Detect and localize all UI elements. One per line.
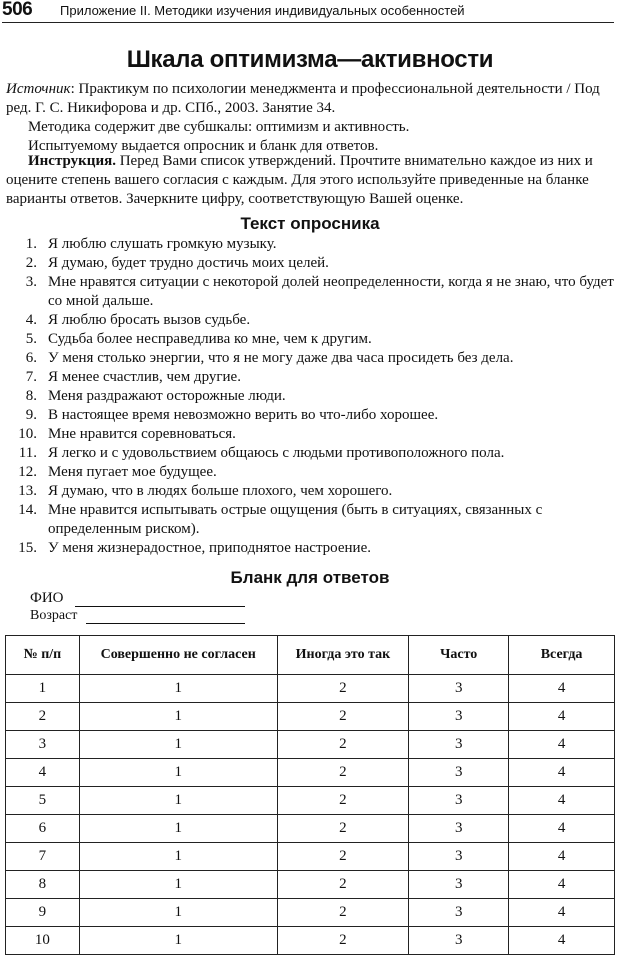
list-item (6, 311, 616, 330)
answer-option-cell[interactable]: 1 (79, 787, 277, 815)
answer-form-heading: Бланк для ответов (230, 568, 390, 587)
answer-option-cell[interactable]: 1 (79, 675, 277, 703)
column-header-often: Часто (409, 636, 509, 675)
answer-option-cell[interactable]: 3 (409, 675, 509, 703)
row-number-cell: 5 (6, 787, 80, 815)
description-paragraph: Испытуемому выдается опросник и бланк для ответов. (28, 138, 379, 154)
row-number-cell: 1 (6, 675, 80, 703)
table-row (6, 871, 615, 899)
item-text: Я легко и с удовольствием общаюсь с людьми противоположного пола. (48, 445, 505, 461)
answer-option-cell[interactable]: 1 (79, 759, 277, 787)
list-item (6, 349, 616, 368)
item-text: Судьба более несправедлива ко мне, чем к другим. (48, 331, 372, 347)
source-paragraph (6, 80, 614, 118)
answer-option-cell[interactable]: 2 (277, 703, 409, 731)
answer-option-cell[interactable]: 4 (509, 871, 615, 899)
answer-option-cell[interactable]: 4 (509, 731, 615, 759)
item-text: В настоящее время невозможно верить во что-либо хорошее. (48, 407, 439, 423)
table-row (6, 787, 615, 815)
row-number-cell: 7 (6, 843, 80, 871)
answer-option-cell[interactable]: 3 (409, 787, 509, 815)
item-number: 12. (18, 464, 37, 480)
page-title: Шкала оптимизма—активности (126, 46, 494, 73)
table-row (6, 759, 615, 787)
questionnaire-list (6, 235, 616, 558)
column-header-disagree: Совершенно не согласен (79, 636, 277, 675)
list-item (6, 444, 616, 463)
answer-option-cell[interactable]: 3 (409, 815, 509, 843)
row-number-cell: 10 (6, 927, 80, 955)
source-label: Источник (6, 81, 71, 97)
list-item (6, 330, 616, 349)
answer-option-cell[interactable]: 3 (409, 759, 509, 787)
questionnaire-heading: Текст опросника (240, 214, 380, 233)
row-number-cell: 9 (6, 899, 80, 927)
fio-field[interactable] (75, 606, 245, 607)
item-number: 9. (25, 407, 37, 423)
item-text: Я менее счастлив, чем другие. (48, 369, 241, 385)
answer-option-cell[interactable]: 4 (509, 703, 615, 731)
list-item (6, 406, 616, 425)
answer-option-cell[interactable]: 2 (277, 843, 409, 871)
answer-option-cell[interactable]: 1 (79, 927, 277, 955)
item-text: Я люблю бросать вызов судьбе. (48, 312, 251, 328)
table-row (6, 815, 615, 843)
row-number-cell: 3 (6, 731, 80, 759)
answer-option-cell[interactable]: 4 (509, 927, 615, 955)
answer-option-cell[interactable]: 2 (277, 871, 409, 899)
item-number: 6. (25, 350, 37, 366)
column-header-number: № п/п (6, 636, 80, 675)
item-text: Меня пугает мое будущее. (48, 464, 217, 480)
answer-table (5, 635, 615, 955)
table-row (6, 703, 615, 731)
source-text: : Практикум по психологии менеджмента и профессиональной деятельности / Под ред. Г. С. Никифорова и др. СПб., 2003. Занятие 34. (6, 81, 600, 116)
row-number-cell: 4 (6, 759, 80, 787)
list-item (6, 235, 616, 254)
answer-option-cell[interactable]: 1 (79, 703, 277, 731)
answer-option-cell[interactable]: 4 (509, 675, 615, 703)
answer-option-cell[interactable]: 3 (409, 899, 509, 927)
item-text: У меня столько энергии, что я не могу даже два часа просидеть без дела. (48, 350, 514, 366)
table-row (6, 899, 615, 927)
answer-option-cell[interactable]: 4 (509, 787, 615, 815)
item-number: 14. (18, 502, 37, 518)
answer-option-cell[interactable]: 2 (277, 815, 409, 843)
answer-option-cell[interactable]: 2 (277, 675, 409, 703)
table-row (6, 675, 615, 703)
answer-option-cell[interactable]: 3 (409, 731, 509, 759)
item-number: 13. (18, 483, 37, 499)
answer-option-cell[interactable]: 4 (509, 759, 615, 787)
answer-option-cell[interactable]: 2 (277, 927, 409, 955)
item-number: 3. (25, 274, 37, 290)
item-text: Я думаю, будет трудно достичь моих целей. (48, 255, 329, 271)
table-row (6, 927, 615, 955)
answer-option-cell[interactable]: 3 (409, 843, 509, 871)
item-text: Мне нравятся ситуации с некоторой долей неопределенности, когда я не знаю, что будет со мной дальше. (48, 274, 614, 309)
answer-option-cell[interactable]: 3 (409, 871, 509, 899)
table-header-row (6, 636, 615, 675)
running-head (2, 0, 614, 23)
answer-option-cell[interactable]: 4 (509, 843, 615, 871)
list-item (6, 425, 616, 444)
list-item (6, 539, 616, 558)
answer-option-cell[interactable]: 4 (509, 815, 615, 843)
item-number: 1. (25, 236, 37, 252)
item-number: 11. (18, 445, 37, 461)
list-item (6, 387, 616, 406)
answer-option-cell[interactable]: 2 (277, 899, 409, 927)
item-number: 15. (18, 540, 37, 556)
column-header-sometimes: Иногда это так (277, 636, 409, 675)
item-number: 7. (25, 369, 37, 385)
row-number-cell: 6 (6, 815, 80, 843)
list-item (6, 254, 616, 273)
answer-option-cell[interactable]: 1 (79, 815, 277, 843)
answer-option-cell[interactable]: 2 (277, 759, 409, 787)
page-number: 506 (2, 0, 33, 20)
answer-option-cell[interactable]: 3 (409, 927, 509, 955)
list-item (6, 368, 616, 387)
instruction-label: Инструкция. (28, 153, 116, 169)
item-text: Мне нравится соревноваться. (48, 426, 236, 442)
item-number: 5. (25, 331, 37, 347)
item-text: Мне нравится испытывать острые ощущения (быть в ситуациях, связанных с определенным риском). (48, 502, 543, 537)
instruction-text: Перед Вами список утверждений. Прочтите внимательно каждое из них и оцените степень вашего согласия с каждым. Для этого используйте приведенные на бланке варианты ответов. Зачеркните цифру, соответствующую Вашей оценке. (6, 153, 593, 207)
item-number: 8. (25, 388, 37, 404)
item-number: 4. (25, 312, 37, 328)
item-number: 2. (25, 255, 37, 271)
list-item (6, 482, 616, 501)
answer-option-cell[interactable]: 1 (79, 843, 277, 871)
table-row (6, 731, 615, 759)
age-label: Возраст (30, 608, 78, 623)
answer-option-cell[interactable]: 1 (79, 899, 277, 927)
item-text: Меня раздражают осторожные люди. (48, 388, 286, 404)
item-number: 10. (18, 426, 37, 442)
answer-option-cell[interactable]: 1 (79, 731, 277, 759)
section-title: Приложение II. Методики изучения индивидуальных особенностей (60, 3, 465, 18)
item-text: У меня жизнерадостное, приподнятое настроение. (48, 540, 371, 556)
list-item (6, 273, 616, 311)
answer-option-cell[interactable]: 4 (509, 899, 615, 927)
answer-option-cell[interactable]: 2 (277, 731, 409, 759)
item-text: Я думаю, что в людях больше плохого, чем хорошего. (48, 483, 393, 499)
item-text: Я люблю слушать громкую музыку. (48, 236, 277, 252)
list-item (6, 463, 616, 482)
instruction-paragraph (6, 152, 614, 209)
row-number-cell: 2 (6, 703, 80, 731)
answer-option-cell[interactable]: 2 (277, 787, 409, 815)
fio-label: ФИО (30, 590, 64, 606)
table-row (6, 843, 615, 871)
column-header-always: Всегда (509, 636, 615, 675)
answer-option-cell[interactable]: 1 (79, 871, 277, 899)
description-paragraph: Методика содержит две субшкалы: оптимизм и активность. (28, 119, 410, 135)
list-item (6, 501, 616, 539)
answer-option-cell[interactable]: 3 (409, 703, 509, 731)
row-number-cell: 8 (6, 871, 80, 899)
age-field[interactable] (86, 623, 245, 624)
